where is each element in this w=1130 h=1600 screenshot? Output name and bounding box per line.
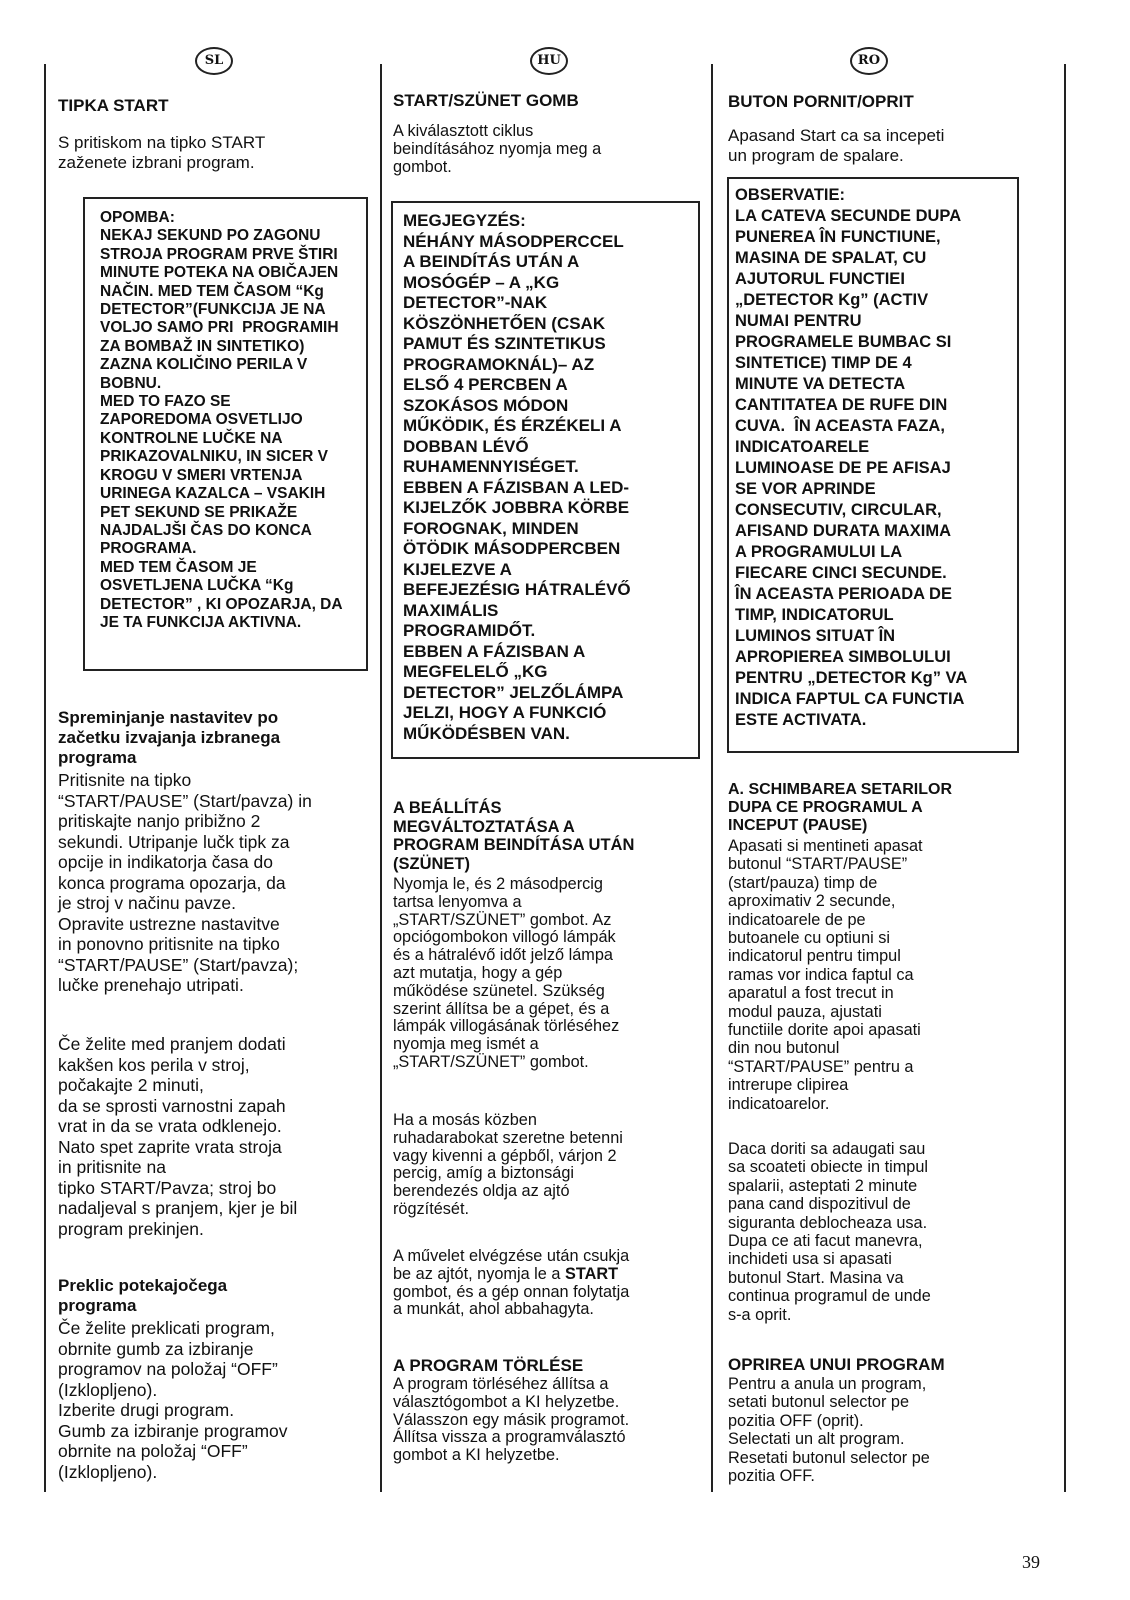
language-badge-ro: RO bbox=[850, 47, 888, 75]
hu-door-text: Ha a mosás közben ruhadarabokat szeretne betenni vagy kivenni a gépből, várjon 2 percig, amíg a biztonsági berendezés oldja az ajtó rögzítését. bbox=[393, 1111, 623, 1218]
hu-resume-text-part2: gombot, és a gép onnan folytatja a munkát, ahol abbahagyta. bbox=[393, 1282, 630, 1319]
sl-door-text: Če želite med pranjem dodati kakšen kos perila v stroj, počakajte 2 minuti, da se sprosti varnostni zapah vrat in da se vrata odklenejo. Nato spet zaprite vrata stroja in pritisnite na tipko START/Pavza; stroj bo nadaljeval s pranjem, kjer je bil program prekinjen. bbox=[58, 1034, 298, 1239]
language-badge-hu: HU bbox=[530, 47, 568, 75]
ro-change-text: Apasati si mentineti apasat butonul “START/PAUSE” (start/pauza) timp de aproximativ 2 secunde, indicatoarele de pe butoanele cu optiuni si indicatorul pentru timpul ramas vor indica faptul ca aparatul a fost trecut in modul pauza, ajustati functiile dorite apoi apasati din nou butonul “START/PAUSE” pentru a intrerupe clipirea indicatoarelor. bbox=[728, 837, 923, 1113]
ro-heading: BUTON PORNIT/OPRIT bbox=[728, 92, 914, 111]
sl-intro: S pritiskom na tipko START zaženete izbrani program. bbox=[58, 133, 266, 172]
hu-cancel-heading: A PROGRAM TÖRLÉSE bbox=[393, 1356, 584, 1375]
hu-change-heading: A BEÁLLÍTÁS MEGVÁLTOZTATÁSA A PROGRAM BEINDÍTÁSA UTÁN (SZÜNET) bbox=[393, 799, 635, 873]
ro-cancel-text: Pentru a anula un program, setati butonul selector pe pozitia OFF (oprit). Selectati un alt program. Resetati butonul selector pe pozitia OFF. bbox=[728, 1375, 930, 1486]
hu-resume-text-part1: A művelet elvégzése után csukja be az ajtót, nyomja le a bbox=[393, 1247, 630, 1283]
hu-heading: START/SZÜNET GOMB bbox=[393, 91, 579, 110]
page-number: 39 bbox=[1022, 1552, 1040, 1572]
column-rule-hu-ro bbox=[711, 64, 713, 1492]
sl-change-text: Pritisnite na tipko “START/PAUSE” (Start/pavza) in pritiskajte nanjo pribižno 2 sekundi. Utripanje lučk tipk za opcije in indikatorja časa do konca programa opozarja, da je stroj v načinu pavze. Opravite ustrezne nastavitve in ponovno pritisnite na tipko “START/PAUSE” (Start/pavza); lučke prenehajo utripati. bbox=[58, 770, 312, 995]
column-rule-right bbox=[1064, 64, 1066, 1492]
ro-note-box: OBSERVATIE: LA CATEVA SECUNDE DUPA PUNEREA ÎN FUNCTIUNE, MASINA DE SPALAT, CU AJUTORUL FUNCTIEI „DETECTOR Kg” (ACTIV NUMAI PENTRU PROGRAMELE BUMBAC SI SINTETICE) TIMP DE 4 MINUTE VA DETECTA CANTITATEA DE RUFE DIN CUVA. ÎN ACEASTA FAZA, INDICATOARELE LUMINOASE DE PE AFISAJ SE VOR APRINDE CONSECUTIV, CIRCULAR, AFISAND DURATA MAXIMA A PROGRAMULUI LA FIECARE CINCI SECUNDE. ÎN ACEASTA PERIOADA DE TIMP, INDICATORUL LUMINOS SITUAT ÎN APROPIEREA SIMBOLULUI PENTRU „DETECTOR Kg” VA INDICA FAPTUL CA FUNCTIA ESTE ACTIVATA. bbox=[727, 177, 1019, 753]
sl-note-box: OPOMBA: NEKAJ SEKUND PO ZAGONU STROJA PROGRAM PRVE ŠTIRI MINUTE POTEKA NA OBIČAJEN NAČIN. MED TEM ČASOM “Kg DETECTOR”(FUNKCIJA JE NA VOLJO SAMO PRI PROGRAMIH ZA BOMBAŽ IN SINTETIKO) ZAZNA KOLIČINO PERILA V BOBNU. MED TO FAZO SE ZAPOREDOMA OSVETLIJO KONTROLNE LUČKE NA PRIKAZOVALNIKU, IN SICER V KROGU V SMERI VRTENJA URINEGA KAZALCA – VSAKIH PET SEKUND SE PRIKAŽE NAJDALJŠI ČAS DO KONCA PROGRAMA. MED TEM ČASOM JE OSVETLJENA LUČKA “Kg DETECTOR” , KI OPOZARJA, DA JE TA FUNKCIJA AKTIVNA. bbox=[83, 197, 368, 671]
hu-resume-start-word: START bbox=[564, 1264, 619, 1283]
hu-intro: A kiválasztott ciklus beindításához nyomja meg a gombot. bbox=[393, 122, 602, 176]
hu-cancel-text: A program törléséhez állítsa a választógombot a KI helyzetbe. Válasszon egy másik programot. Állítsa vissza a programválasztó gombot a KI helyzetbe. bbox=[393, 1375, 630, 1465]
ro-cancel-heading: OPRIREA UNUI PROGRAM bbox=[728, 1355, 945, 1374]
sl-heading: TIPKA START bbox=[58, 96, 169, 115]
hu-resume-text bbox=[393, 1248, 705, 1319]
hu-note-box: MEGJEGYZÉS: NÉHÁNY MÁSODPERCCEL A BEINDÍTÁS UTÁN A MOSÓGÉP – A „KG DETECTOR”-NAK KÖSZÖNHETŐEN (CSAK PAMUT ÉS SZINTETIKUS PROGRAMOKNÁL)– AZ ELSŐ 4 PERCBEN A SZOKÁSOS MÓDON MŰKÖDIK, ÉS ÉRZÉKELI A DOBBAN LÉVŐ RUHAMENNYISÉGET. EBBEN A FÁZISBAN A LED- KIJELZŐK JOBBRA KÖRBE FOROGNAK, MINDEN ÖTÖDIK MÁSODPERCBEN KIJELEZVE A BEFEJEZÉSIG HÁTRALÉVŐ MAXIMÁLIS PROGRAMIDŐT. EBBEN A FÁZISBAN A MEGFELELŐ „KG DETECTOR” JELZŐLÁMPA JELZI, HOGY A FUNKCIÓ MŰKÖDÉSBEN VAN. bbox=[391, 201, 700, 759]
ro-door-text: Daca doriti sa adaugati sau sa scoateti obiecte in timpul spalarii, asteptati 2 minute pana cand dispozitivul de siguranta deblocheaza usa. Dupa ce ati facut manevra, inchideti usa si apasati butonul Start. Masina va continua programul de unde s-a oprit. bbox=[728, 1140, 931, 1324]
ro-intro: Apasand Start ca sa incepeti un program de spalare. bbox=[728, 126, 945, 165]
sl-cancel-text: Če želite preklicati program, obrnite gumb za izbiranje programov na položaj “OFF” (Izklopljeno). Izberite drugi program. Gumb za izbiranje programov obrnite na položaj “OFF” (Izklopljeno). bbox=[58, 1318, 288, 1482]
column-rule-sl-hu bbox=[380, 64, 382, 1492]
sl-change-heading: Spreminjanje nastavitev po začetku izvajanja izbranega programa bbox=[58, 708, 281, 767]
column-rule-left bbox=[44, 64, 46, 1492]
ro-change-heading: A. SCHIMBAREA SETARILOR DUPA CE PROGRAMUL A INCEPUT (PAUSE) bbox=[728, 781, 952, 834]
hu-change-text: Nyomja le, és 2 másodpercig tartsa lenyomva a „START/SZÜNET” gombot. Az opciógombokon villogó lámpák és a hátralévő időt jelző lámpa azt mutatja, hogy a gép működése szünetel. Szükség szerint állítsa be a gépet, és a lámpák villogásának törléséhez nyomja meg ismét a „START/SZÜNET” gombot. bbox=[393, 875, 620, 1071]
sl-cancel-heading: Preklic potekajočega programa bbox=[58, 1276, 228, 1315]
language-badge-sl: SL bbox=[195, 47, 233, 75]
